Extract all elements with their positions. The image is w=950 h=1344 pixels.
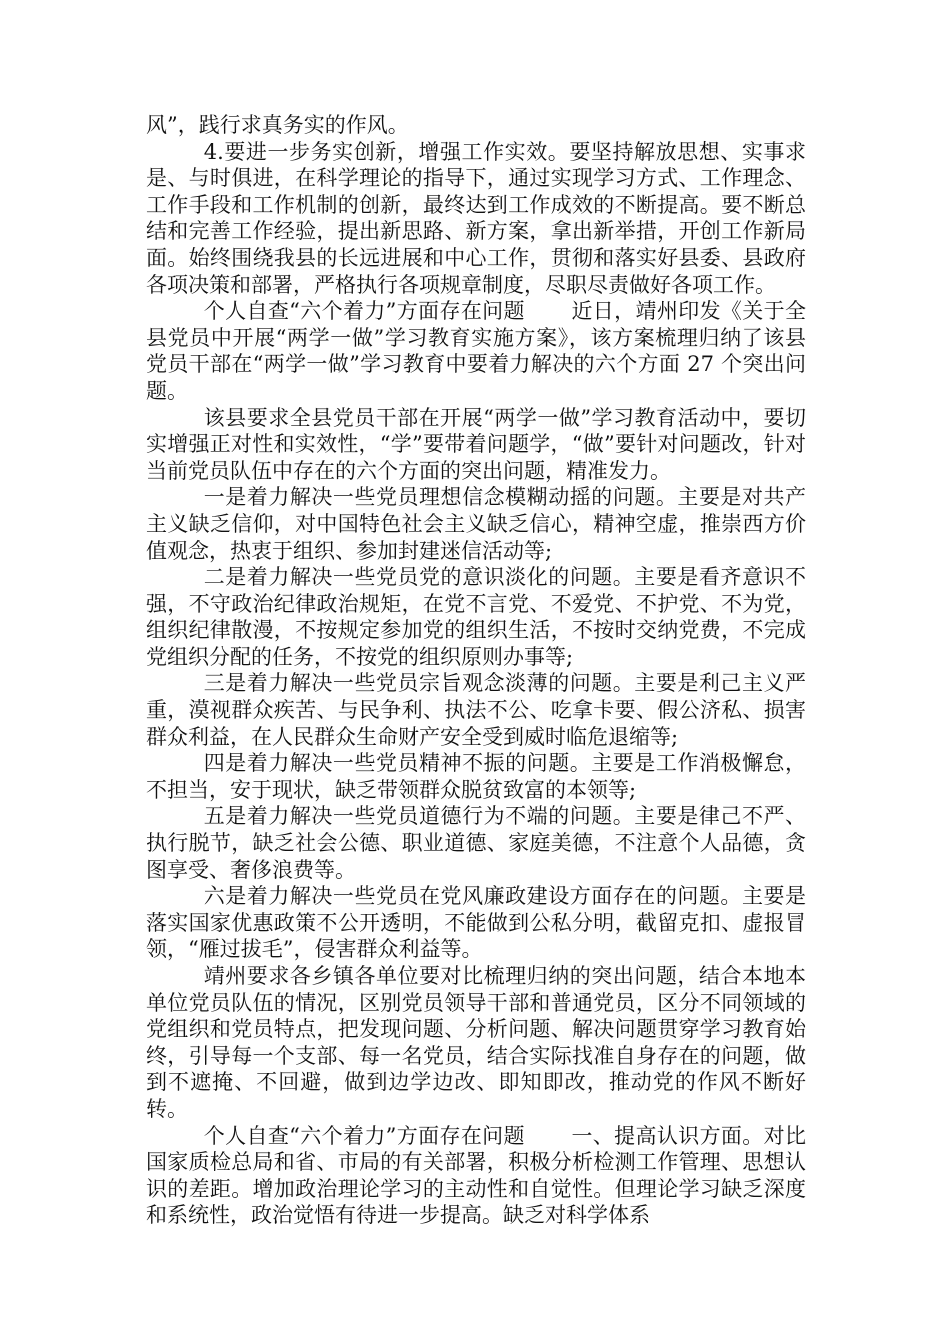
paragraph-2-text: 4.要进一步务实创新，增强工作实效。要坚持解放思想、实事求是、与时俱进，在科学理论的指导下，通过实现学习方式、工作理念、工作手段和工作机制的创新，最终达到工作成效的不断提高。要不断总结和完善工作经验，提出新思路、新方案，拿出新举措，开创工作新局面。始终围绕我县的长远进展和中心工作，贯彻和落实好县委、县政府各项决策和部署，严格执行各项规章制度，尽职尽责做好各项工作。 (146, 139, 806, 297)
document-page (146, 112, 806, 1229)
paragraph-1-text: 风”，践行求真务实的作风。 (146, 113, 409, 137)
paragraph-6 (146, 564, 806, 670)
paragraph-2 (146, 139, 806, 299)
paragraph-7 (146, 670, 806, 750)
paragraph-4-text: 该县要求全县党员干部在开展“两学一做”学习教育活动中，要切实增强正对性和实效性，“学”要带着问题学，“做”要针对问题改，针对当前党员队伍中存在的六个方面的突出问题，精准发力。 (146, 405, 806, 483)
paragraph-4 (146, 405, 806, 485)
paragraph-9 (146, 803, 806, 883)
paragraph-11-text: 靖州要求各乡镇各单位要对比梳理归纳的突出问题，结合本地本单位党员队伍的情况，区别党员领导干部和普通党员，区分不同领域的党组织和党员特点，把发现问题、分析问题、解决问题贯穿学习教育始终，引导每一个支部、每一名党员，结合实际找准自身存在的问题，做到不遮掩、不回避，做到边学边改、即知即改，推动党的作风不断好转。 (146, 964, 806, 1121)
paragraph-3-text: 近日，靖州印发《关于全县党员中开展“两学一做”学习教育实施方案》，该方案梳理归纳了该县党员干部在“两学一做”学习教育中要着力解决的六个方面 27 个突出问题。 (146, 299, 806, 403)
section-heading-2: 个人自查“六个着力”方面存在问题 (203, 1123, 525, 1148)
section-heading-1: 个人自查“六个着力”方面存在问题 (203, 299, 525, 324)
paragraph-5 (146, 484, 806, 564)
paragraph-5-text: 一是着力解决一些党员理想信念模糊动摇的问题。主要是对共产主义缺乏信仰，对中国特色社会主义缺乏信心，精神空虚，推崇西方价值观念，热衷于组织、参加封建迷信活动等; (146, 485, 806, 563)
paragraph-8 (146, 750, 806, 803)
paragraph-7-text: 三是着力解决一些党员宗旨观念淡薄的问题。主要是利己主义严重，漠视群众疾苦、与民争利、执法不公、吃拿卡要、假公济私、损害群众利益，在人民群众生命财产安全受到威时临危退缩等; (146, 671, 806, 749)
paragraph-11 (146, 963, 806, 1123)
paragraph-6-text: 二是着力解决一些党员党的意识淡化的问题。主要是看齐意识不强，不守政治纪律政治规矩，在党不言党、不爱党、不护党、不为党，组织纪律散漫，不按规定参加党的组织生活，不按时交纳党费，不完成党组织分配的任务，不按党的组织原则办事等; (146, 565, 806, 669)
paragraph-1 (146, 112, 806, 139)
paragraph-10-text: 六是着力解决一些党员在党风廉政建设方面存在的问题。主要是落实国家优惠政策不公开透明，不能做到公私分明，截留克扣、虚报冒领，“雁过拔毛”，侵害群众利益等。 (146, 884, 806, 962)
paragraph-3 (146, 298, 806, 404)
paragraph-12-text: 一、提高认识方面。对比国家质检总局和省、市局的有关部署，积极分析检测工作管理、思想认识的差距。增加政治理论学习的主动性和自觉性。但理论学习缺乏深度和系统性，政治觉悟有待进一步提高。缺乏对科学体系 (146, 1123, 806, 1228)
paragraph-9-text: 五是着力解决一些党员道德行为不端的问题。主要是律己不严、执行脱节，缺乏社会公德、职业道德、家庭美德，不注意个人品德，贪图享受、奢侈浪费等。 (146, 804, 806, 882)
paragraph-8-text: 四是着力解决一些党员精神不振的问题。主要是工作消极懈怠，不担当，安于现状，缺乏带领群众脱贫致富的本领等; (146, 751, 806, 802)
paragraph-12 (146, 1123, 806, 1229)
paragraph-10 (146, 883, 806, 963)
